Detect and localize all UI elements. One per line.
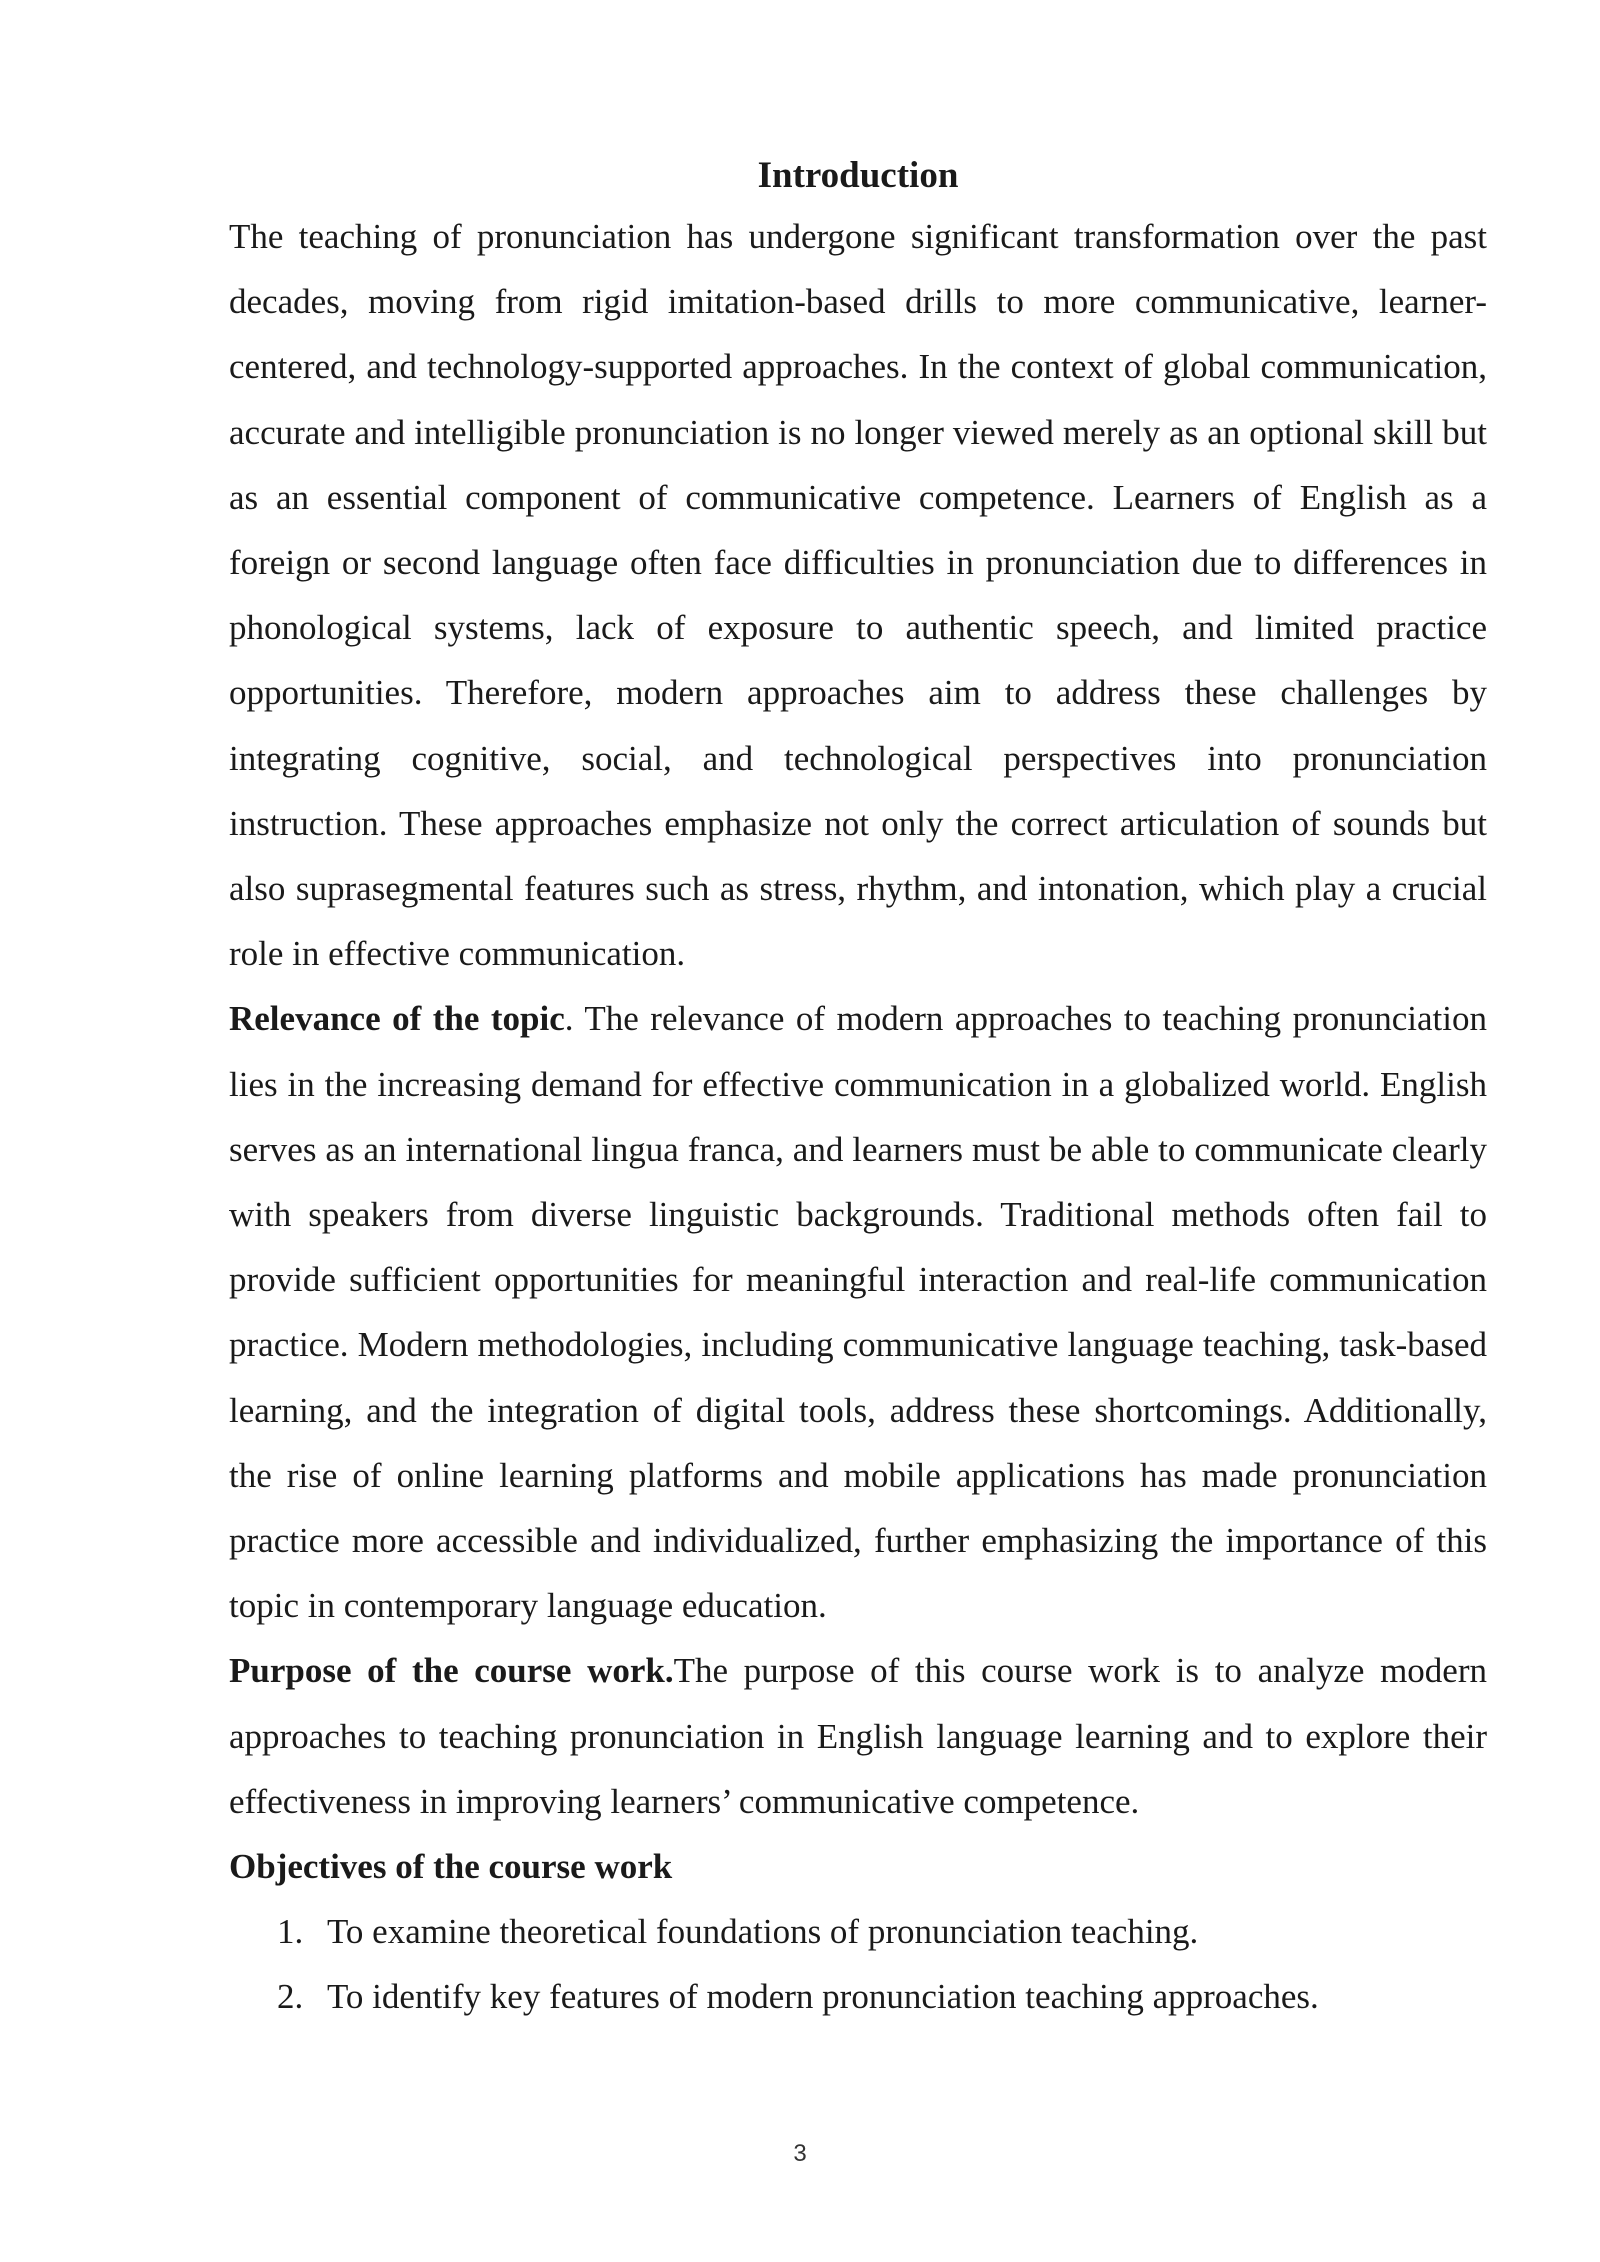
list-item-number: 1.: [277, 1912, 304, 1952]
purpose-lead: Purpose of the course work.: [229, 1651, 674, 1691]
objectives-list: [229, 1899, 1487, 2029]
list-item: [229, 1899, 1487, 1964]
purpose-text: The purpose of this course work is to analyze modern approaches to teaching pronunciation in English language learning and to explore their effectiveness in improving learners’ communicative competence.: [229, 1651, 1487, 1821]
page-number: 3: [793, 2140, 807, 2167]
relevance-paragraph: [229, 986, 1487, 1638]
objectives-heading: Objectives of the course work: [229, 1847, 673, 1887]
list-item-text: To examine theoretical foundations of pronunciation teaching.: [327, 1912, 1199, 1952]
relevance-text: . The relevance of modern approaches to teaching pronunciation lies in the increasing demand for effective communication in a globalized world. English serves as an international lingua franca, and learners must be able to communicate clearly with speakers from diverse linguistic backgrounds. Traditional methods often fail to provide sufficient opportunities for meaningful interaction and real-life communication practice. Modern methodologies, including communicative language teaching, task-based learning, and the integration of digital tools, address these shortcomings. Additionally, the rise of online learning platforms and mobile applications has made pronunciation practice more accessible and individualized, further emphasizing the importance of this topic in contemporary language education.: [229, 999, 1487, 1626]
list-item: [229, 1964, 1487, 2029]
section-title: Introduction: [757, 155, 959, 196]
list-item-text: To identify key features of modern pronunciation teaching approaches.: [327, 1977, 1319, 2017]
list-item-number: 2.: [277, 1977, 304, 2017]
intro-paragraph: The teaching of pronunciation has undergone significant transformation over the past decades, moving from rigid imitation-based drills to more communicative, learner-centered, and technology-supported approaches. In the context of global communication, accurate and intelligible pronunciation is no longer viewed merely as an optional skill but as an essential component of communicative competence. Learners of English as a foreign or second language often face difficulties in pronunciation due to differences in phonological systems, lack of exposure to authentic speech, and limited practice opportunities. Therefore, modern approaches aim to address these challenges by integrating cognitive, social, and technological perspectives into pronunciation instruction. These approaches emphasize not only the correct articulation of sounds but also suprasegmental features such as stress, rhythm, and intonation, which play a crucial role in effective communication.: [229, 217, 1487, 974]
relevance-lead: Relevance of the topic: [229, 999, 565, 1039]
page-content: [229, 148, 1487, 2030]
purpose-paragraph: [229, 1638, 1487, 1834]
